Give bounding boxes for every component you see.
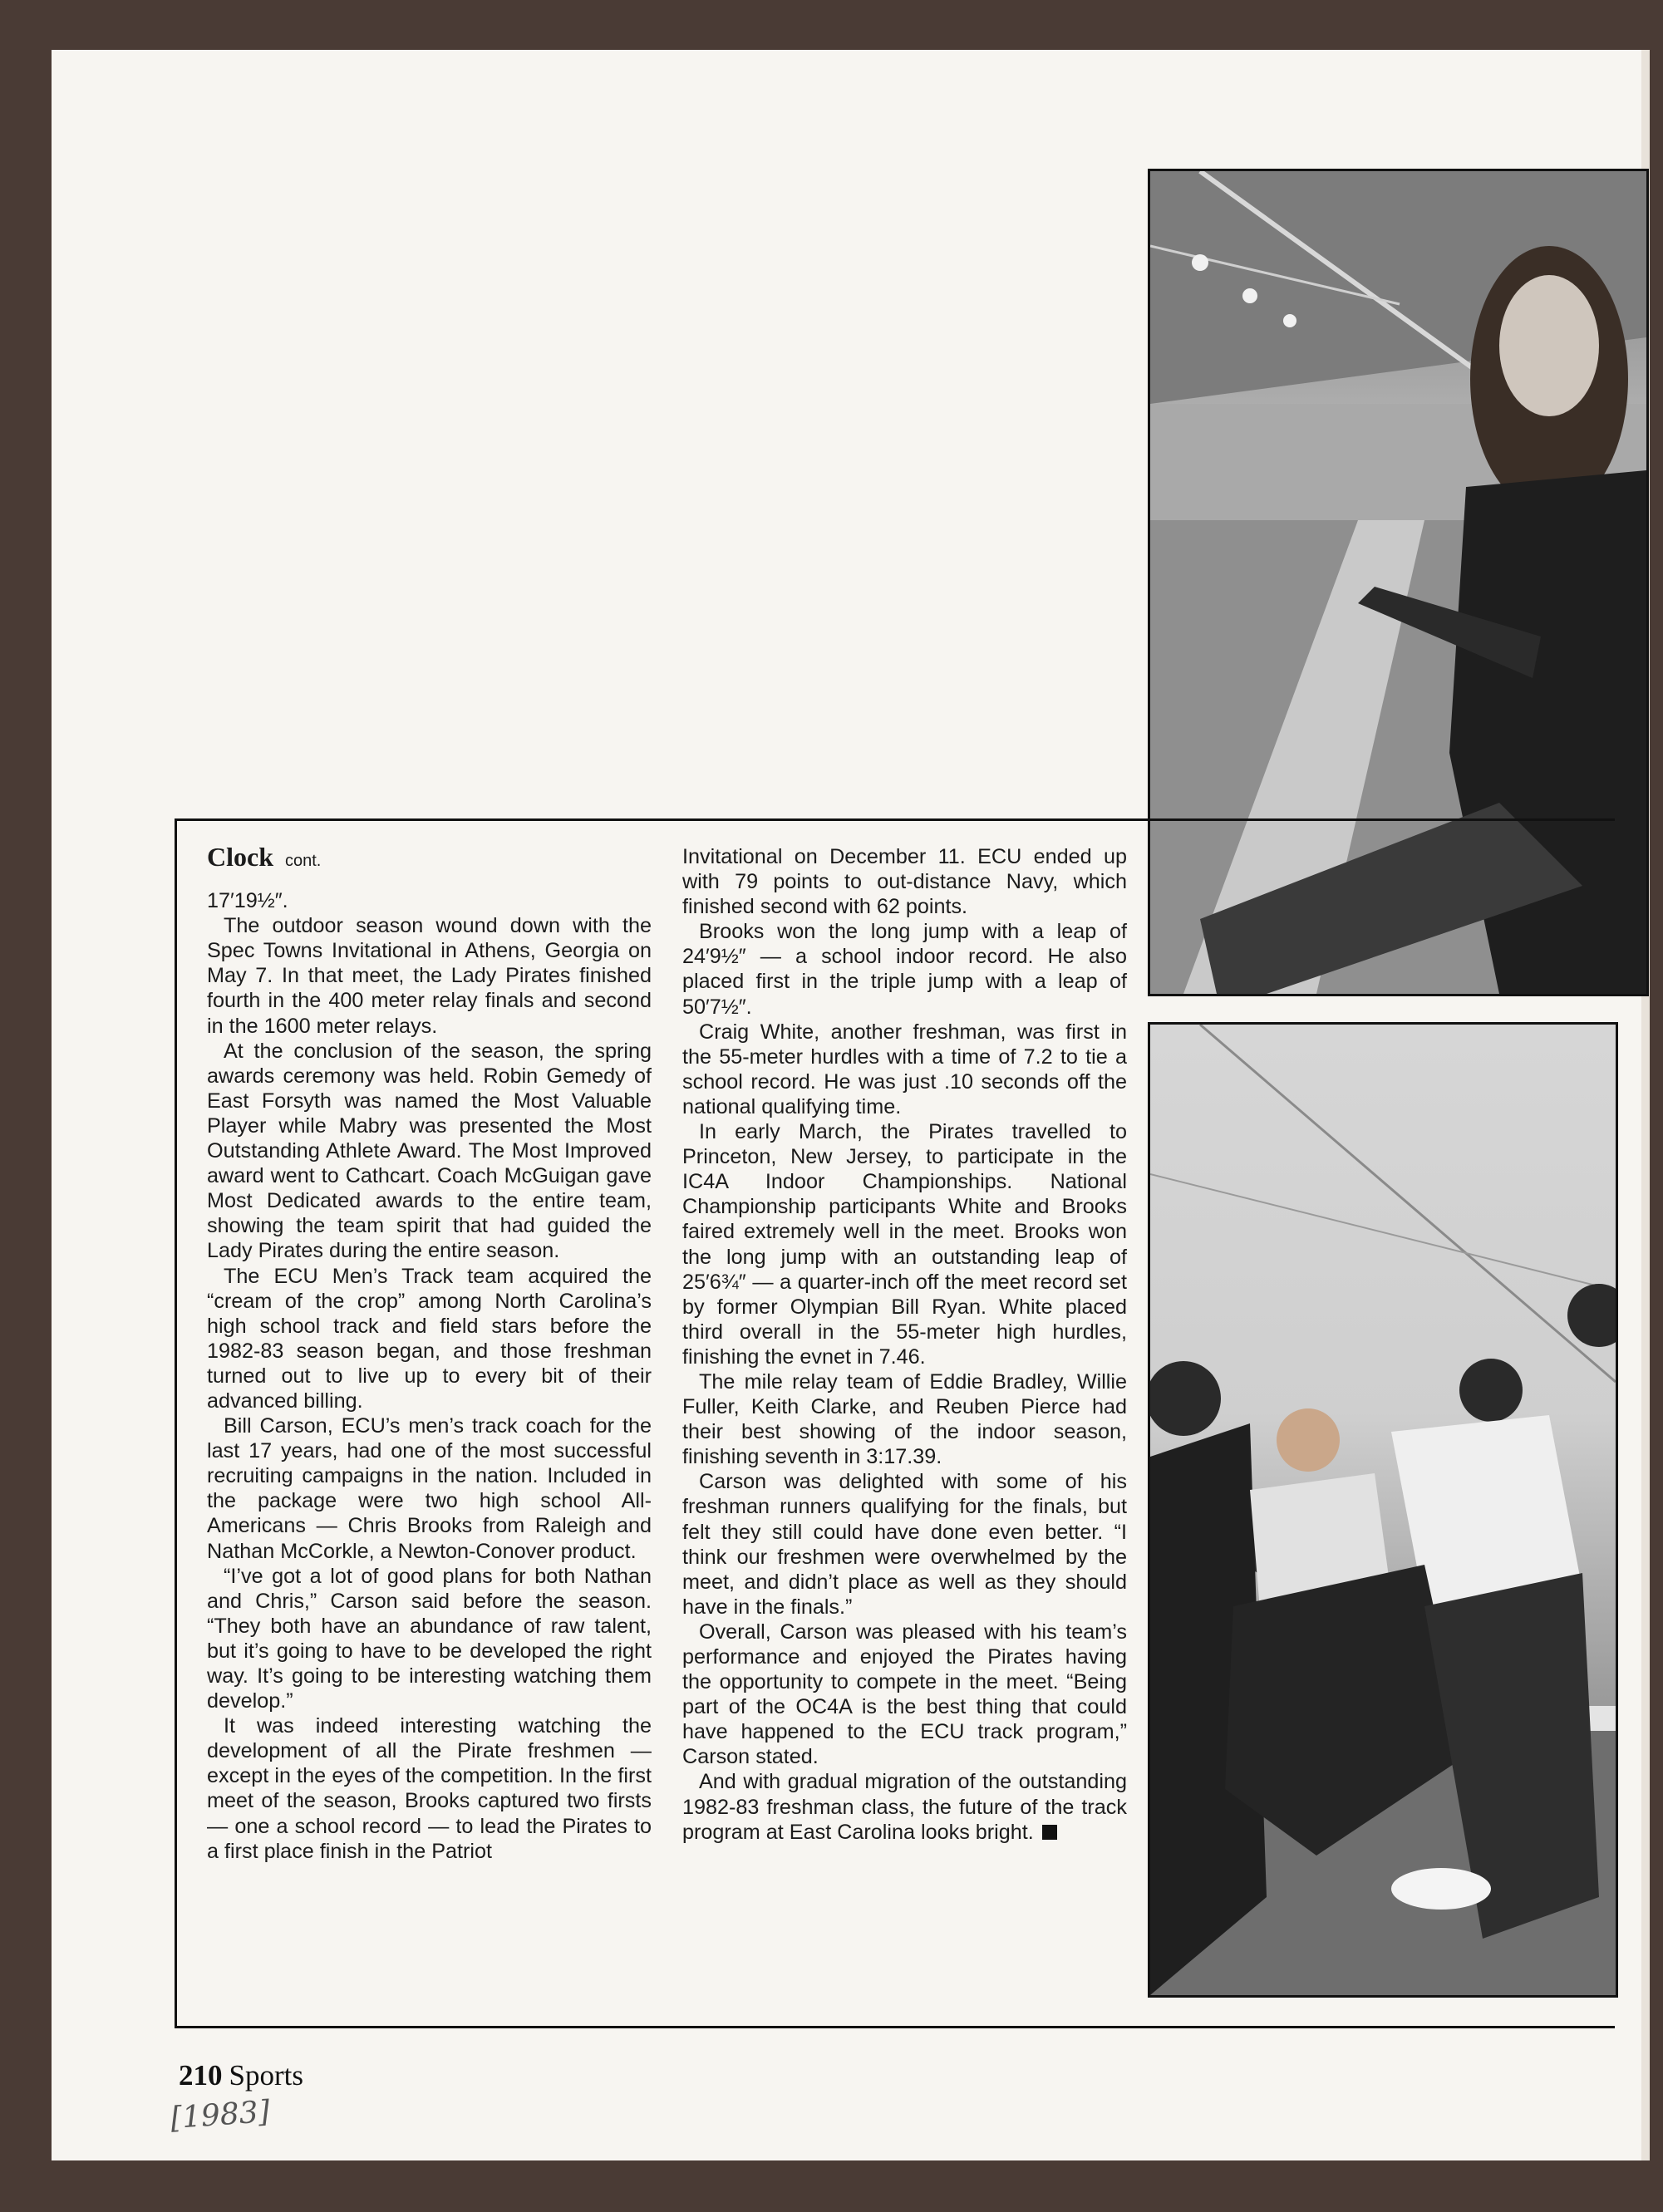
end-mark-square bbox=[1042, 1825, 1057, 1840]
paragraph: At the conclusion of the season, the spring awards ceremony was held. Robin Gemedy of East Forsyth was named the Most Valuable Player while Mabry was presented the Most Outstanding Athlete Award. The Most Improved award went to Cathcart. Coach McGuigan gave Most Dedicated awards to the entire team, showing the team spirit that had guided the Lady Pirates during the entire season. bbox=[207, 1039, 652, 1263]
paragraph: Overall, Carson was pleased with his team’s performance and enjoyed the Pirates having the opportunity to compete in the meet. “Being part of the OC4A is the best thing that could have happened to the ECU track program,” Carson stated. bbox=[682, 1620, 1127, 1769]
paragraph: The ECU Men’s Track team acquired the “cream of the crop” among North Carolina’s high school track and field stars before the 1982-83 season began, and those freshman turned out to live up to every bit of their advanced billing. bbox=[207, 1264, 652, 1413]
page-footer bbox=[179, 2059, 303, 2092]
paragraph: 17′19½″. bbox=[207, 889, 288, 913]
paragraph: “I’ve got a lot of good plans for both Nathan and Chris,” Carson said before the season. “They both have an abundance of raw talent, but it’s going to have to be developed the right way. It’s going to be interesting watching them develop.” bbox=[207, 1564, 652, 1713]
paragraph: Bill Carson, ECU’s men’s track coach for the last 17 years, had one of the most successful recruiting campaigns in the nation. Included in the package were two high school All-Americans — Chris Brooks from Raleigh and Nathan McCorkle, a Newton-Conover product. bbox=[207, 1414, 652, 1563]
article-heading bbox=[207, 844, 652, 873]
paragraph: It was indeed interesting watching the development of all the Pirate freshmen — except in the eyes of the competition. In the first meet of the season, Brooks captured two firsts — one a school record — to lead the Pirates to a first place finish in the Patriot bbox=[207, 1714, 652, 1863]
paragraph: The outdoor season wound down with the Spec Towns Invitational in Athens, Georgia on May 7. In that meet, the Lady Pirates finished fourth in the 400 meter relay finals and second in the 1600 meter relays. bbox=[207, 914, 652, 1038]
paragraph: In early March, the Pirates travelled to Princeton, New Jersey, to participate in the IC4A Indoor Championships. National Championship participants White and Brooks faired extremely well in the meet. Brooks won the long jump with an outstanding leap of 25′6¾″ — a quarter-inch off the meet record set by former Olympian Bill Ryan. White placed third overall in the 55-meter high hurdles, finishing the evnet in 7.46. bbox=[682, 1120, 1127, 1369]
paragraph-text: And with gradual migration of the outstanding 1982-83 freshman class, the future of the track program at East Carolina looks bright. bbox=[682, 1770, 1127, 1844]
paragraph: Craig White, another freshman, was first in the 55-meter hurdles with a time of 7.2 to tie a school record. He was just .10 seconds off the national qualifying time. bbox=[682, 1020, 1127, 1118]
handwritten-year-note: [1983] bbox=[169, 2094, 272, 2136]
paragraph: Invitational on December 11. ECU ended up with 79 points to out-distance Navy, which finished second with 62 points. bbox=[682, 845, 1127, 919]
page-number: 210 bbox=[179, 2059, 223, 2092]
final-paragraph bbox=[682, 1769, 1127, 1844]
heading-title: Clock bbox=[207, 842, 273, 872]
section-name: Sports bbox=[229, 2059, 303, 2092]
article-column-1 bbox=[207, 844, 652, 1864]
paragraph: Carson was delighted with some of his freshman runners qualifying for the finals, but felt they still could have done even better. “I think our freshmen were overwhelmed by the meet, and didn’t place as well as they should have in the finals.” bbox=[682, 1470, 1127, 1619]
heading-continued: cont. bbox=[285, 852, 322, 870]
article-column-2 bbox=[682, 844, 1127, 1845]
paragraph: The mile relay team of Eddie Bradley, Willie Fuller, Keith Clarke, and Reuben Pierce had their best showing of the indoor season, finishing seventh in 3:17.39. bbox=[682, 1369, 1127, 1469]
article-box bbox=[175, 818, 1615, 2028]
paragraph: Brooks won the long jump with a leap of 24′9½″ — a school indoor record. He also placed first in the triple jump with a leap of 50′7½″. bbox=[682, 920, 1127, 1019]
